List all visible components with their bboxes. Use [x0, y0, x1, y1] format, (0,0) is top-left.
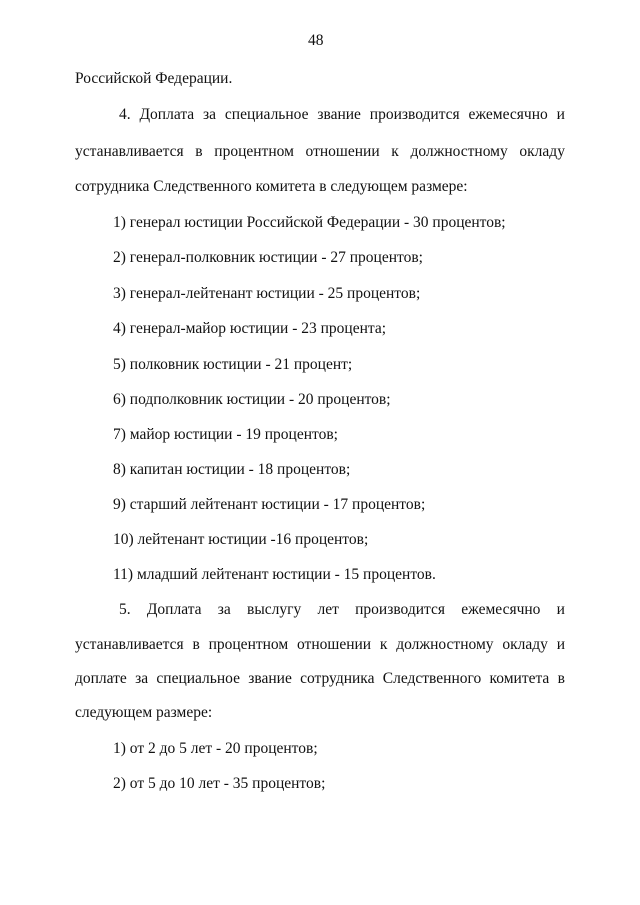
para5-line-4: следующем размере:	[75, 704, 213, 721]
para5-word: в	[192, 636, 200, 653]
para5-word: звание	[248, 670, 292, 687]
para5-word: производится	[355, 601, 445, 618]
list-item: 10) лейтенант юстиции -16 процентов;	[113, 531, 369, 548]
para4-word: ежемесячно	[468, 106, 548, 123]
para5-line-2	[75, 635, 565, 655]
para5-word: 5.	[119, 601, 131, 618]
para5-word: выслугу	[247, 601, 302, 618]
para4-word: устанавливается	[75, 143, 184, 160]
para5-word: за	[135, 670, 149, 687]
para4-line-3: сотрудника Следственного комитета в следующем размере:	[75, 178, 468, 195]
list-item: 2) от 5 до 10 лет - 35 процентов;	[113, 775, 326, 792]
para4-word: за	[203, 106, 217, 123]
para5-word: доплате	[75, 670, 127, 687]
para5-word: лет	[317, 601, 339, 618]
list-item: 1) от 2 до 5 лет - 20 процентов;	[113, 740, 318, 757]
list-item: 5) полковник юстиции - 21 процент;	[113, 356, 353, 373]
para5-word: за	[217, 601, 231, 618]
para4-word: Доплата	[139, 106, 195, 123]
list-item: 2) генерал-полковник юстиции - 27 процентов;	[113, 249, 423, 266]
para4-word: отношении	[305, 143, 380, 160]
list-item: 1) генерал юстиции Российской Федерации - 30 процентов;	[113, 214, 506, 231]
list-item: 4) генерал-майор юстиции - 23 процента;	[113, 320, 387, 337]
para5-word: и	[556, 636, 565, 653]
continuation-line: Российской Федерации.	[75, 70, 233, 87]
list-item: 9) старший лейтенант юстиции - 17 процентов;	[113, 496, 426, 513]
para4-word: специальное	[224, 106, 309, 123]
para5-word: процентном	[208, 636, 289, 653]
list-item: 7) майор юстиции - 19 процентов;	[113, 426, 338, 443]
para4-word: и	[556, 106, 565, 123]
para5-word: и	[556, 601, 565, 618]
para5-word: в	[557, 670, 565, 687]
para5-word: Доплата	[146, 601, 202, 618]
para4-line-2	[75, 142, 565, 162]
list-item: 11) младший лейтенант юстиции - 15 процентов.	[113, 566, 436, 583]
para5-word: специальное	[156, 670, 240, 687]
para4-word: должностному	[410, 143, 508, 160]
para5-word: отношении	[297, 636, 372, 653]
para4-word: звание	[317, 106, 361, 123]
para4-line-1	[119, 105, 565, 125]
para4-word: производится	[369, 106, 460, 123]
para4-word: к	[391, 143, 399, 160]
para4-word: 4.	[119, 106, 131, 123]
para5-line-3	[75, 669, 565, 689]
para4-word: в	[195, 143, 203, 160]
page-number: 48	[308, 32, 324, 49]
para5-word: комитета	[489, 670, 550, 687]
list-item: 6) подполковник юстиции - 20 процентов;	[113, 391, 391, 408]
para5-word: к	[379, 636, 388, 653]
para5-word: окладу	[502, 636, 548, 653]
para5-line-1	[119, 600, 565, 620]
list-item: 8) капитан юстиции - 18 процентов;	[113, 461, 351, 478]
para5-word: должностному	[396, 636, 494, 653]
para5-word: Следственного	[382, 670, 482, 687]
para4-word: процентном	[214, 143, 294, 160]
list-item: 3) генерал-лейтенант юстиции - 25 процентов;	[113, 285, 421, 302]
para5-word: сотрудника	[300, 670, 375, 687]
para4-word: окладу	[519, 143, 565, 160]
para5-word: ежемесячно	[461, 601, 541, 618]
para5-word: устанавливается	[75, 636, 184, 653]
